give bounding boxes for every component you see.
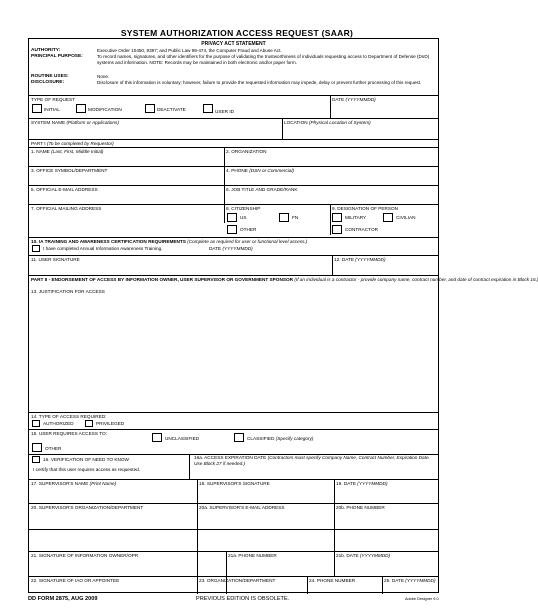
us-label: US — [240, 215, 247, 220]
privacy-heading: PRIVACY ACT STATEMENT — [201, 41, 266, 47]
iao-signature-label: 22. SIGNATURE OF IAO OR APPOINTEE — [31, 578, 120, 583]
access-other-label: OTHER — [45, 446, 62, 451]
disclosure-text: Disclosure of this information is voluntary; however, failure to provide the requested information may impede, delay or prevent further processing of this request. — [97, 80, 422, 85]
supervisor-name-label: 17. SUPERVISOR'S NAME (Print Name) — [31, 481, 117, 486]
user-id-label: USER ID — [215, 109, 235, 114]
info-owner-phone-label: 21a. PHONE NUMBER — [228, 553, 277, 558]
user-id-checkbox[interactable] — [203, 104, 213, 113]
military-label: MILITARY — [345, 215, 367, 220]
requires-access-label: 15. USER REQUIRES ACCESS TO: — [31, 431, 107, 436]
initial-label: INITIAL — [44, 107, 60, 112]
part2-heading: PART II - ENDORSEMENT OF ACCESS BY INFORMATION OWNER, USER SUPERVISOR OR GOVERNMENT SPONSOR (If an individual is a contractor - provide company name, contract number, and date of contract expiration in Block 16.) — [31, 277, 538, 282]
purpose-text: To record names, signatures, and other identifiers for the purpose of validating the trustworthiness of individuals requesting access to Department of Defense (DoD) systems and information. NOTE: Records may be maintained in both electronic and/or paper form. — [97, 54, 430, 65]
citizenship-other-label: OTHER — [240, 227, 257, 232]
justification-label: 13. JUSTIFICATION FOR ACCESS — [31, 289, 105, 294]
ia-training-label: 10. IA TRAINING AND AWARENESS CERTIFICATION REQUIREMENTS (Complete as required for user or functional level access.) — [31, 239, 308, 244]
classified-checkbox[interactable] — [234, 433, 244, 442]
info-owner-signature-label: 21. SIGNATURE OF INFORMATION OWNER/OPR — [31, 553, 139, 558]
need-to-know-text: I certify that this user requires access as requested. — [33, 467, 141, 472]
software-note: Adobe Designer 9.0 — [405, 597, 439, 601]
access-type-label: 14. TYPE OF ACCESS REQUIRED: — [31, 414, 107, 419]
citizenship-other-checkbox[interactable] — [227, 225, 237, 234]
user-signature-date-label: 12. DATE (YYYYMMDD) — [334, 257, 386, 262]
iao-phone-label: 24. PHONE NUMBER — [309, 578, 356, 583]
us-checkbox[interactable] — [227, 213, 237, 222]
military-checkbox[interactable] — [332, 213, 342, 222]
form-number: DD FORM 2875, AUG 2009 — [28, 596, 98, 602]
info-owner-date-label: 21b. DATE (YYYYMMDD) — [336, 553, 391, 558]
initial-checkbox[interactable] — [32, 104, 42, 113]
expiration-date-label: 16a. ACCESS EXPIRATION DATE (Contractors must specify Company Name, Contract Number, Expiration Date. Use Block 27 if needed.) — [194, 455, 430, 466]
unclassified-checkbox[interactable] — [152, 433, 162, 442]
saar-form — [28, 38, 538, 593]
request-date-label: DATE (YYYYMMDD) — [332, 97, 376, 102]
system-name-label: SYSTEM NAME (Platform or Applications) — [31, 120, 119, 125]
part1-heading: PART I (To be completed by Requestor) — [31, 141, 114, 146]
authority-label: AUTHORITY: — [31, 48, 61, 53]
civilian-label: CIVILIAN — [396, 215, 416, 220]
fn-checkbox[interactable] — [279, 213, 289, 222]
mailing-address-label: 7. OFFICIAL MAILING ADDRESS — [31, 206, 102, 211]
authority-text: Executive Order 10450, 9397; and Public Law 99-474, the Computer Fraud and Abuse Act. — [97, 48, 282, 53]
citizenship-label: 8. CITIZENSHIP — [226, 206, 261, 211]
need-to-know-label: 16. VERIFICATION OF NEED TO KNOW — [43, 457, 129, 462]
access-other-checkbox[interactable] — [32, 443, 42, 452]
iao-date-label: 25. DATE (YYYYMMDD) — [384, 578, 436, 583]
user-signature-label: 11. USER SIGNATURE — [31, 257, 80, 262]
civilian-checkbox[interactable] — [383, 213, 393, 222]
routine-label: ROUTINE USES: — [31, 74, 69, 79]
supervisor-email-label: 20a. SUPERVISOR'S E-MAIL ADDRESS — [199, 505, 285, 510]
type-of-request-label: TYPE OF REQUEST — [31, 97, 76, 102]
deactivate-checkbox[interactable] — [145, 104, 155, 113]
routine-text: None. — [97, 74, 110, 79]
disclosure-label: DISCLOSURE: — [31, 80, 65, 85]
job-title-label: 6. JOB TITLE AND GRADE/RANK — [226, 187, 298, 192]
supervisor-org-label: 20. SUPERVISOR'S ORGANIZATION/DEPARTMENT — [31, 505, 144, 510]
unclassified-label: UNCLASSIFIED — [165, 436, 200, 441]
ia-training-checkbox[interactable] — [32, 245, 40, 252]
deactivate-label: DEACTIVATE — [157, 107, 186, 112]
modification-checkbox[interactable] — [76, 104, 86, 113]
email-label: 5. OFFICIAL E-MAIL ADDRESS — [31, 187, 98, 192]
need-to-know-checkbox[interactable] — [32, 456, 40, 463]
contractor-checkbox[interactable] — [332, 225, 342, 234]
edition-notice: PREVIOUS EDITION IS OBSOLETE. — [196, 596, 290, 602]
supervisor-phone-label: 20b. PHONE NUMBER — [336, 505, 385, 510]
fn-label: FN — [292, 215, 299, 220]
office-symbol-label: 3. OFFICE SYMBOL/DEPARTMENT — [31, 168, 108, 173]
authorized-checkbox[interactable] — [32, 420, 40, 427]
authorized-label: AUTHORIZED — [43, 421, 74, 426]
ia-training-date-label: DATE (YYYYMMDD) — [209, 246, 253, 251]
modification-label: MODIFICATION — [88, 107, 122, 112]
ia-training-text: I have completed Annual Information Awareness Training. — [43, 246, 163, 251]
supervisor-signature-label: 18. SUPERVISOR'S SIGNATURE — [199, 481, 270, 486]
form-title: SYSTEM AUTHORIZATION ACCESS REQUEST (SAAR) — [120, 28, 354, 38]
organization-label: 2. ORGANIZATION — [226, 149, 267, 154]
contractor-label: CONTRACTOR — [345, 227, 378, 232]
designation-label: 9. DESIGNATION OF PERSON — [332, 206, 399, 211]
supervisor-date-label: 19. DATE (YYYYMMDD) — [336, 481, 388, 486]
name-label: 1. NAME (Last, First, Middle Initial) — [31, 149, 104, 154]
phone-label: 4. PHONE (DSN or Commercial) — [226, 168, 294, 173]
classified-label: CLASSIFIED (Specify category) — [247, 436, 314, 441]
privileged-checkbox[interactable] — [85, 420, 93, 427]
iao-org-label: 23. ORGANIZATION/DEPARTMENT — [199, 578, 276, 583]
privileged-label: PRIVILEGED — [96, 421, 125, 426]
location-label: LOCATION (Physical Location of System) — [284, 120, 371, 125]
purpose-label: PRINCIPAL PURPOSE: — [31, 54, 83, 59]
